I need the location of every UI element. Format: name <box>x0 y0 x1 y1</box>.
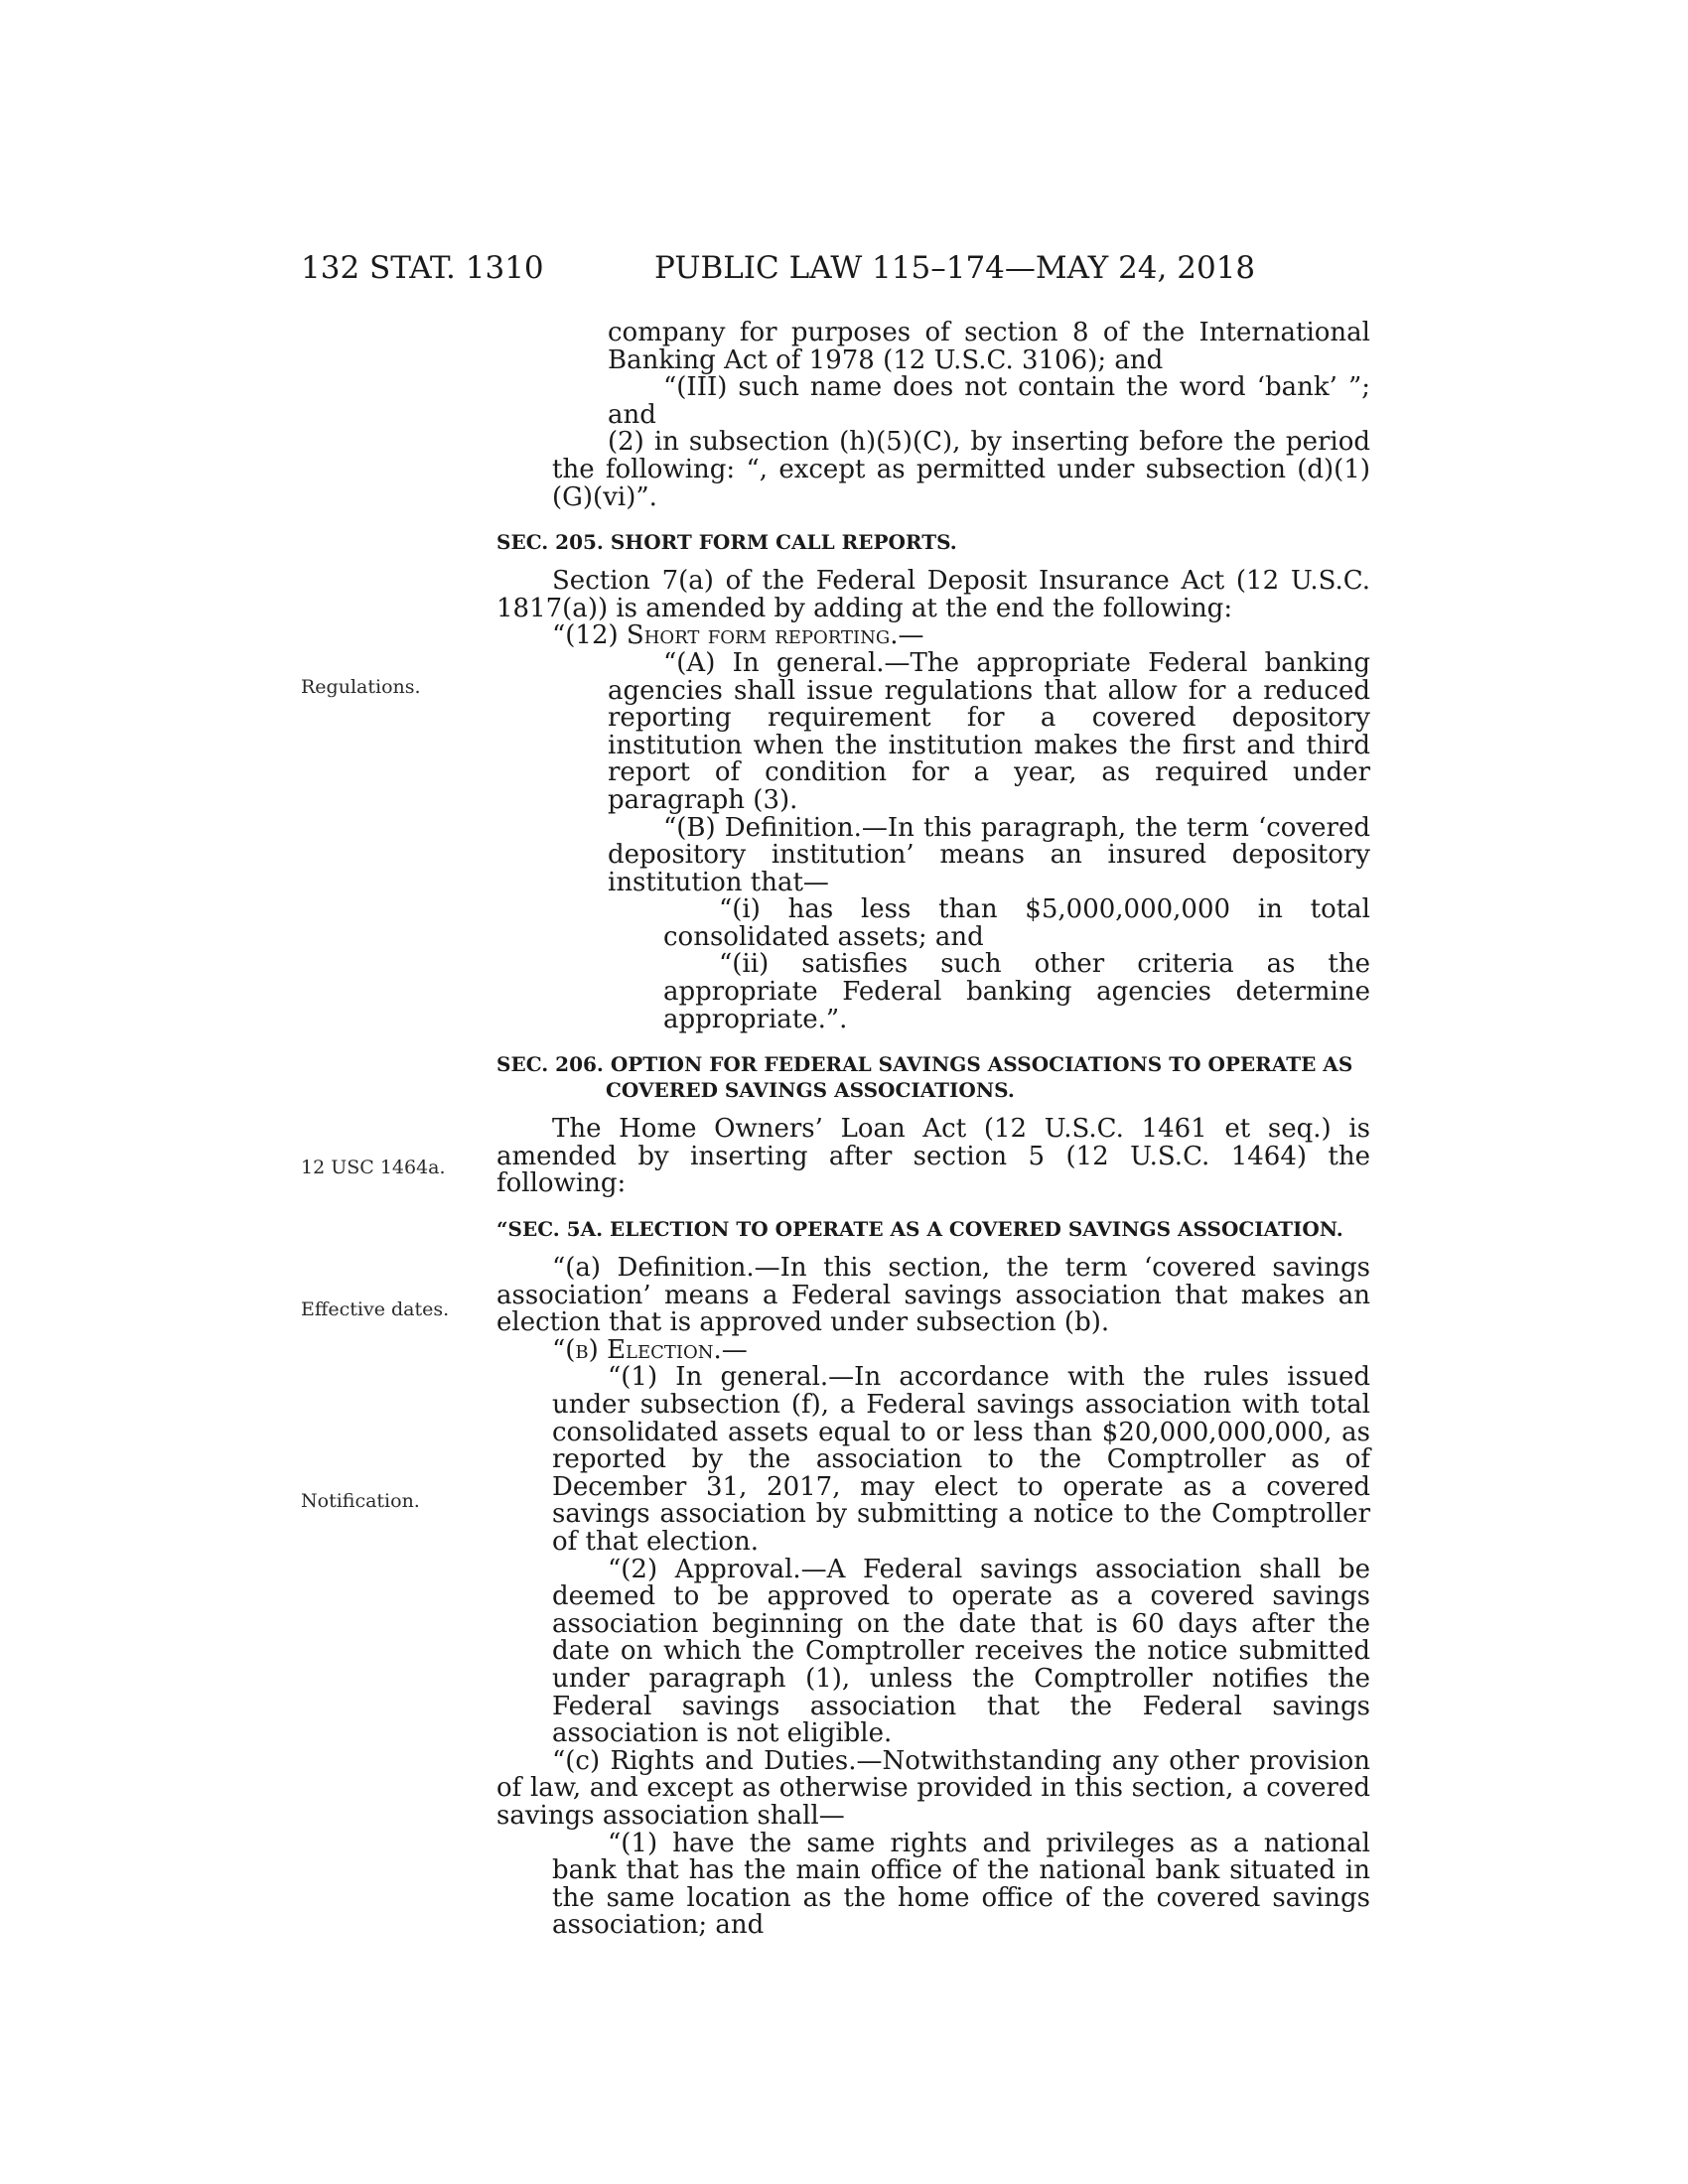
subparagraph-b: “(B) Definition.—In this paragraph, the term ‘covered depository institution’ means an insured depository institution that— <box>608 812 1370 897</box>
paragraph-12-heading: “(12) Short form reporting.— <box>552 620 924 651</box>
subclause-iii: “(III) such name does not contain the word ‘bank’ ”; and <box>608 372 1370 430</box>
section-5a-heading: “SEC. 5A. ELECTION TO OPERATE AS A COVERED SAVINGS ASSOCIATION. <box>496 1217 1343 1242</box>
section-206-intro: The Home Owners’ Loan Act (12 U.S.C. 1461 et seq.) is amended by inserting after section 5 (12 U.S.C. 1464) the following: <box>496 1114 1370 1199</box>
subsection-a: “(a) Definition.—In this section, the term ‘covered savings association’ means a Federal savings association that makes an election that is approved under subsection (b). <box>496 1253 1370 1338</box>
law-text-body <box>496 320 1370 1940</box>
subsection-b-1: “(1) In general.—In accordance with the rules issued under subsection (f), a Federal savings association with total consolidated assets equal to or less than $20,000,000,000, as reported by the association to the Comptroller as of December 31, 2017, may elect to operate as a covered savings association by submitting a notice to the Comptroller of that election. <box>552 1362 1370 1557</box>
subsection-b-2: “(2) Approval.—A Federal savings association shall be deemed to be approved to operate as a covered savings association beginning on the date that is 60 days after the date on which the Comptroller receives the notice submitted under paragraph (1), unless the Comptroller notifies the Federal savings association that the Federal savings association is not eligible. <box>552 1554 1370 1749</box>
margin-note-effective-dates: Effective dates. <box>301 1298 450 1320</box>
subsection-c-1: “(1) have the same rights and privileges as a national bank that has the main office of the national bank situated in the same location as the home office of the covered savings association; and <box>552 1828 1370 1941</box>
law-title: PUBLIC LAW 115–174—MAY 24, 2018 <box>654 250 1256 286</box>
carry-over-paragraph: company for purposes of section 8 of the International Banking Act of 1978 (12 U.S.C. 3106); and <box>608 318 1370 375</box>
clause-i: “(i) has less than $5,000,000,000 in total consolidated assets; and <box>663 894 1370 952</box>
clause-ii: “(ii) satisfies such other criteria as the appropriate Federal banking agencies determine appropriate.”. <box>663 949 1370 1034</box>
subsection-b-heading: “(b) Election.— <box>552 1334 748 1365</box>
margin-note-notification: Notification. <box>301 1490 420 1512</box>
stat-reference: 132 STAT. 1310 <box>301 250 544 286</box>
margin-note-regulations: Regulations. <box>301 676 421 698</box>
section-205-heading: SEC. 205. SHORT FORM CALL REPORTS. <box>496 530 957 555</box>
margin-note-usc: 12 USC 1464a. <box>301 1157 446 1178</box>
subsection-c: “(c) Rights and Duties.—Notwithstanding any other provision of law, and except as otherwise provided in this section, a covered savings association shall— <box>496 1745 1370 1831</box>
subparagraph-a: “(A) In general.—The appropriate Federal banking agencies shall issue regulations that allow for a reduced reporting requirement for a covered depository institution when the institution makes the first and third report of condition for a year, as required under paragraph (3). <box>608 647 1370 815</box>
section-205-intro: Section 7(a) of the Federal Deposit Insurance Act (12 U.S.C. 1817(a)) is amended by adding at the end the following: <box>496 566 1370 623</box>
item-2: (2) in subsection (h)(5)(C), by inserting before the period the following: “, except as permitted under subsection (d)(1)(G)(vi)”. <box>552 427 1370 512</box>
section-206-heading: SEC. 206. OPTION FOR FEDERAL SAVINGS ASSOCIATIONS TO OPERATE AS COVERED SAVINGS ASSOCIATIONS. <box>496 1052 1353 1103</box>
